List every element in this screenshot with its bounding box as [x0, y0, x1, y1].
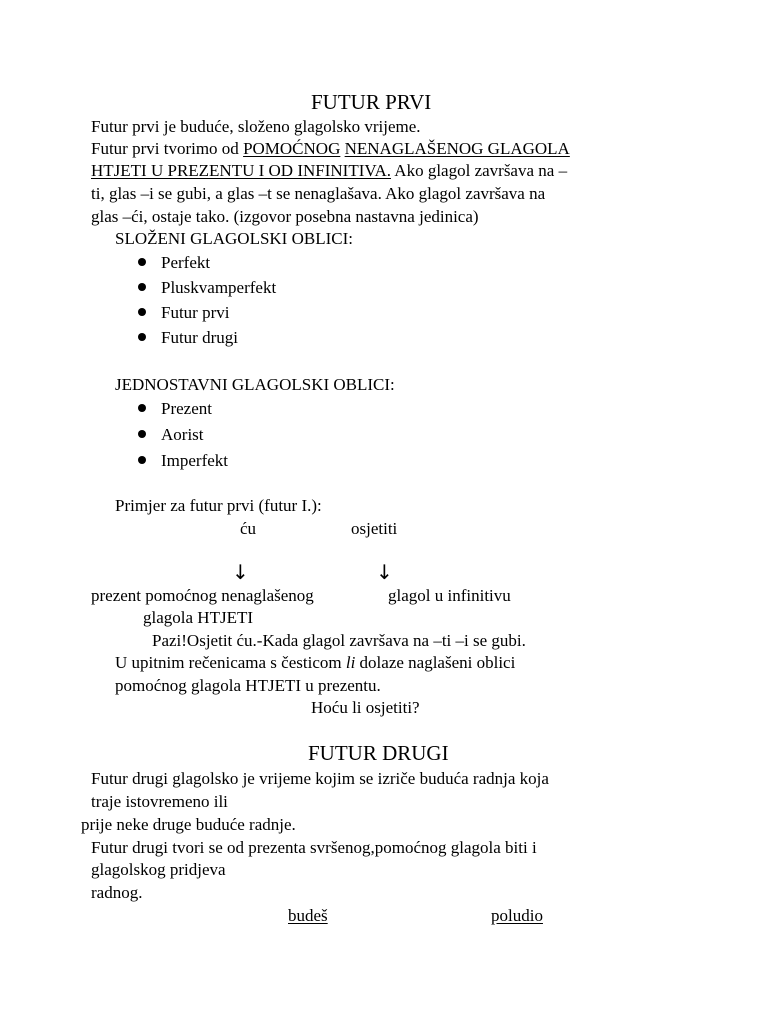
example-intro: Primjer za futur prvi (futur I.):	[115, 496, 322, 515]
list-item: Aorist	[161, 425, 204, 444]
underlined-text: NENAGLAŠENOG GLAGOLA	[344, 139, 570, 158]
paragraph-line: traje istovremeno ili	[91, 792, 228, 811]
list-item: Pluskvamperfekt	[161, 278, 277, 297]
example-word: budeš	[288, 906, 328, 925]
text-span: U upitnim rečenicama s česticom	[115, 653, 346, 672]
note-line: Pazi!Osjetit ću.-Kada glagol završava na –ti –i se gubi.	[152, 631, 526, 650]
text-span: dolaze naglašeni oblici	[355, 653, 516, 672]
paragraph-line: ti, glas –i se gubi, a glas –t se nenaglašava. Ako glagol završava na	[91, 184, 546, 203]
example-word: ću	[240, 519, 257, 538]
bullet-icon	[138, 430, 146, 438]
paragraph-line: prije neke druge buduće radnje.	[81, 815, 296, 834]
section-title: FUTUR PRVI	[311, 90, 432, 114]
list-heading: JEDNOSTAVNI GLAGOLSKI OBLICI:	[115, 375, 395, 394]
paragraph-line: pomoćnog glagola HTJETI u prezentu.	[115, 676, 381, 695]
paragraph-line: Futur drugi tvori se od prezenta svršenog,pomoćnog glagola biti i	[91, 838, 537, 857]
underlined-text: POMOĆNOG	[243, 139, 341, 158]
bullet-icon	[138, 258, 146, 266]
arrow-down-icon: ↓	[232, 560, 249, 584]
text-span: Ako glagol završava na –	[390, 161, 568, 180]
paragraph-line	[91, 160, 567, 182]
example-question: Hoću li osjetiti?	[311, 698, 420, 717]
text-span: Futur prvi tvorimo od	[91, 139, 244, 158]
bullet-icon	[138, 333, 146, 341]
paragraph-line	[91, 138, 570, 160]
section-title: FUTUR DRUGI	[308, 741, 449, 765]
list-item: Perfekt	[161, 253, 211, 272]
bullet-icon	[138, 404, 146, 412]
example-label: glagola HTJETI	[143, 608, 253, 627]
paragraph-line: radnog.	[91, 883, 143, 902]
example-word: poludio	[491, 906, 543, 925]
list-item: Futur prvi	[161, 303, 230, 322]
list-item: Imperfekt	[161, 451, 229, 470]
example-label: prezent pomoćnog nenaglašenog	[91, 586, 314, 605]
paragraph-line: Futur drugi glagolsko je vrijeme kojim se izriče buduća radnja koja	[91, 769, 549, 788]
paragraph-line	[115, 652, 515, 674]
list-item: Prezent	[161, 399, 212, 418]
paragraph-line: Futur prvi je buduće, složeno glagolsko vrijeme.	[91, 117, 421, 136]
underlined-text: HTJETI U PREZENTU I OD INFINITIVA.	[91, 161, 391, 180]
bullet-icon	[138, 308, 146, 316]
list-heading: SLOŽENI GLAGOLSKI OBLICI:	[115, 229, 353, 248]
arrow-down-icon: ↓	[376, 560, 393, 584]
italic-particle: li	[345, 653, 356, 672]
bullet-icon	[138, 456, 146, 464]
paragraph-line: glagolskog pridjeva	[91, 860, 226, 879]
paragraph-line: glas –ći, ostaje tako. (izgovor posebna nastavna jedinica)	[91, 207, 479, 226]
example-word: osjetiti	[351, 519, 398, 538]
list-item: Futur drugi	[161, 328, 238, 347]
bullet-icon	[138, 283, 146, 291]
example-label: glagol u infinitivu	[388, 586, 511, 605]
